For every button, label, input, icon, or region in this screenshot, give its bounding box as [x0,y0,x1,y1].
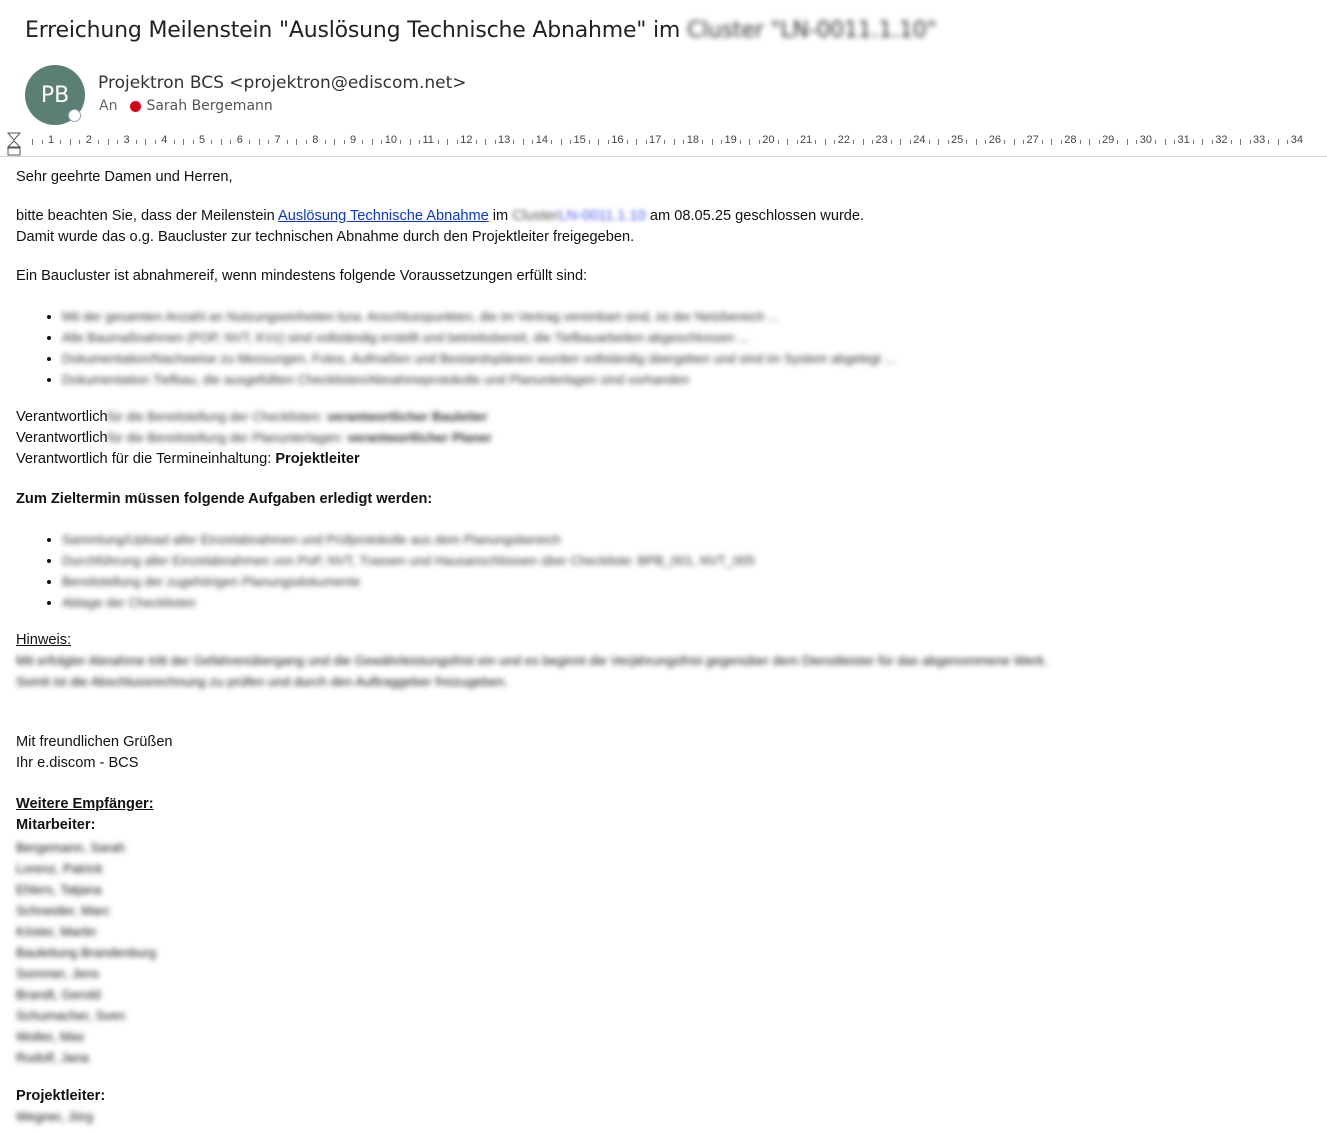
ruler-tick [155,140,156,144]
note-label: Hinweis: [16,632,72,648]
resp1-redacted: für die Bereitstellung der Checklisten: [107,409,324,424]
paragraph-milestone [16,208,864,224]
ruler-tick [778,140,779,144]
resp2-redacted: für die Bereitstellung der Planunterlagen: [107,430,344,445]
ruler-tick [296,139,297,145]
ruler-number: 21 [800,134,813,146]
ruler-number: 22 [837,134,850,146]
list-item: Sommer, Jens [16,966,100,981]
ruler-number: 2 [85,134,92,146]
resp2-prefix: Verantwortlich [16,430,108,446]
ruler-tick [1174,140,1175,144]
ruler-number: 15 [573,134,586,146]
list-item: • Mit der gesamten Anzahl an Nutzungseinheiten bzw. Anschlusspunkten, die im Vertrag vereinbart sind, ist der Netzbereich ... [62,306,895,327]
ruler[interactable] [0,128,1327,157]
list-item: • Dokumentation/Nachweise zu Messungen, Fotos, Aufmaßen und Bestandsplänen wurden vollständig übergeben und sind im System abgelegt ... [62,348,895,369]
ruler-tick [853,140,854,144]
busy-presence-icon [130,101,141,112]
ruler-tick [608,140,609,144]
ruler-tick [400,140,401,144]
ruler-tick [249,140,250,144]
list-item: • Ablage der Checklisten [62,592,755,613]
ruler-tick [221,139,222,145]
closing-greeting: Mit freundlichen Grüßen [16,734,173,750]
ruler-tick [476,140,477,144]
ruler-tick [1004,140,1005,144]
ruler-tick [42,140,43,144]
avatar-initials: PB [40,82,70,108]
list-item: • Durchführung aller Einzelabnahmen von PoP, NVT, Trassen und Hausanschlüssen über Checkliste: BPB_001, NVT_005 [62,550,755,571]
ruler-tick [1014,139,1015,145]
note-line-1: Mit erfolgter Abnahme tritt der Gefahrenübergang und die Gewährleistungsfrist ein und es beginnt die Verjährungsfrist gegenüber dem Dienstleister für das abgenommene Werk. [16,653,1048,668]
ruler-tick [721,140,722,144]
ruler-tick [1023,140,1024,144]
ruler-tick [145,139,146,145]
list-item: Ehlers, Tatjana [16,882,102,897]
ruler-tick [1287,140,1288,144]
ruler-tick [1231,140,1232,144]
ruler-tick [966,140,967,144]
list-item: Wolter, Max [16,1029,85,1044]
recipient-row [99,98,273,114]
ruler-number: 31 [1177,134,1190,146]
recipient-name[interactable]: Sarah Bergemann [146,98,273,114]
ruler-tick [551,140,552,144]
resp2-role-redacted: verantwortlicher Planer [347,430,492,445]
ruler-tick [740,140,741,144]
ruler-tick [419,140,420,144]
ruler-tick [759,140,760,144]
ruler-tick [532,140,533,144]
ruler-tick [1117,140,1118,144]
ruler-tick [1278,139,1279,145]
ruler-number: 12 [460,134,473,146]
list-item: Schumacher, Sven [16,1008,126,1023]
ruler-tick [1051,139,1052,145]
ruler-tick [381,140,382,144]
list-item: Schneider, Marc [16,903,110,918]
ruler-tick [948,140,949,144]
ruler-tick [325,140,326,144]
ruler-tick [334,139,335,145]
project-lead-name: Wegner, Jörg [16,1109,94,1124]
ruler-tick [636,139,637,145]
milestone-link[interactable]: Auslösung Technische Abnahme [278,208,489,224]
ruler-number: 5 [199,134,206,146]
ruler-tick [183,139,184,145]
ruler-tick [457,140,458,144]
ruler-tick [372,139,373,145]
ruler-number: 16 [611,134,624,146]
ruler-tick [863,139,864,145]
ruler-number: 27 [1026,134,1039,146]
paragraph-conditions-intro: Ein Baucluster ist abnahmereif, wenn mindestens folgende Voraussetzungen erfüllt sind: [16,268,588,284]
ruler-tick [825,139,826,145]
ruler-tick [136,140,137,144]
list-item: • Bereitstellung der zugehörigen Planungsdokumente [62,571,755,592]
responsible-plans [16,430,492,446]
resp3-role: Projektleiter [275,451,360,467]
ruler-number: 33 [1253,134,1266,146]
ruler-tick [287,140,288,144]
ruler-tick [79,140,80,144]
ruler-number: 30 [1139,134,1152,146]
list-item: Rudolf, Jana [16,1050,89,1065]
ruler-tick [797,140,798,144]
ruler-tick [598,139,599,145]
ruler-tick [513,140,514,144]
ruler-number: 18 [686,134,699,146]
ruler-tick [1089,139,1090,145]
ruler-number: 14 [535,134,548,146]
ruler-tick [1155,140,1156,144]
ruler-tick [1193,140,1194,144]
ruler-tick [108,139,109,145]
ruler-tick [344,140,345,144]
ruler-tick [929,140,930,144]
subject-text: Erreichung Meilenstein "Auslösung Technische Abnahme" im [25,18,681,43]
ruler-tick [447,139,448,145]
responsible-checklists [16,409,487,425]
ruler-tick [1212,140,1213,144]
ruler-number: 28 [1064,134,1077,146]
ruler-tick [570,140,571,144]
closing-signature: Ihr e.discom - BCS [16,755,139,771]
ruler-tick [910,140,911,144]
ruler-tick [976,139,977,145]
ruler-number: 19 [724,134,737,146]
note-line-2: Somit ist die Abschlussrechnung zu prüfen und durch den Auftraggeber freizugeben. [16,674,508,689]
p1-text-c: am 08.05.25 geschlossen wurde. [649,208,865,224]
tasks-list [16,529,755,613]
resp1-prefix: Verantwortlich [16,409,108,425]
ruler-tick [834,140,835,144]
staff-list [16,837,156,1068]
ruler-number: 24 [913,134,926,146]
ruler-tick [815,140,816,144]
ruler-number: 17 [649,134,662,146]
more-recipients-heading: Weitere Empfänger: [16,796,154,812]
project-lead-label: Projektleiter: [16,1088,106,1104]
list-item: Köster, Martin [16,924,97,939]
to-label: An [99,98,118,114]
cluster-redacted: Cluster [512,208,559,224]
ruler-tick [1250,140,1251,144]
ruler-tick [193,140,194,144]
ruler-tick [495,140,496,144]
ruler-tick [938,139,939,145]
ruler-tick [523,139,524,145]
ruler-tick [1042,140,1043,144]
subject-cluster-redacted: Cluster "LN-0011.1.10" [686,18,937,43]
ruler-tick [485,139,486,145]
cluster-link-redacted[interactable]: LN-0011.1.10 [558,208,646,224]
ruler-tick [438,140,439,144]
ruler-tick [1136,140,1137,144]
ruler-tick [900,139,901,145]
ruler-tick [306,140,307,144]
ruler-number: 9 [350,134,357,146]
ruler-tick [787,139,788,145]
ruler-tick [561,139,562,145]
ruler-tick [683,140,684,144]
presence-status-icon [68,109,81,122]
ruler-number: 7 [274,134,281,146]
list-item: • Sammlung/Upload aller Einzelabnahmen und Prüfprotokolle aus dem Planungsbereich [62,529,755,550]
ruler-tick [872,140,873,144]
ruler-tick [211,140,212,144]
ruler-number: 3 [123,134,130,146]
tasks-heading: Zum Zieltermin müssen folgende Aufgaben erledigt werden: [16,491,433,507]
ruler-tick [627,140,628,144]
ruler-tick [268,140,269,144]
ruler-tick [702,140,703,144]
ruler-number: 4 [161,134,168,146]
ruler-tick [664,140,665,144]
p1-text-a: bitte beachten Sie, dass der Meilenstein [16,208,275,224]
ruler-tick [1202,139,1203,145]
list-item: • Alle Baumaßnahmen (POP, NVT, KVz) sind vollständig erstellt und betriebsbereit, die Tiefbauarbeiten abgeschlossen ... [62,327,895,348]
ruler-tick [70,139,71,145]
ruler-number: 11 [422,134,434,146]
ruler-tick [98,140,99,144]
ruler-number: 13 [498,134,511,146]
ruler-tick [117,140,118,144]
ruler-tick [1127,139,1128,145]
ruler-tick [60,140,61,144]
greeting: Sehr geehrte Damen und Herren, [16,169,233,185]
conditions-list [16,306,895,390]
paragraph-released: Damit wurde das o.g. Baucluster zur technischen Abnahme durch den Projektleiter freigegeben. [16,229,635,245]
ruler-tick [259,139,260,145]
ruler-number: 10 [384,134,397,146]
ruler-tick [891,140,892,144]
resp1-role-redacted: verantwortlicher Bauleiter [327,409,488,424]
ruler-number: 34 [1290,134,1303,146]
ruler-number: 1 [48,134,55,146]
list-item: Lorenz, Patrick [16,861,103,876]
sender-address[interactable]: Projektron BCS <projektron@ediscom.net> [98,73,467,93]
ruler-tick [646,140,647,144]
ruler-number: 8 [312,134,319,146]
ruler-tick [174,140,175,144]
ruler-number: 20 [762,134,775,146]
ruler-number: 29 [1102,134,1115,146]
email-subject [25,18,937,43]
list-item: Bergemann, Sarah [16,840,126,855]
ruler-tick [674,139,675,145]
ruler-number: 6 [236,134,243,146]
p1-text-b: im [492,208,509,224]
ruler-tick [1165,139,1166,145]
ruler-number: 32 [1215,134,1228,146]
ruler-tick [1268,140,1269,144]
ruler-tick [1240,139,1241,145]
staff-label: Mitarbeiter: [16,817,96,833]
ruler-tick [589,140,590,144]
ruler-number: 25 [951,134,964,146]
responsible-deadline [16,451,360,467]
ruler-tick [362,140,363,144]
ruler-number: 23 [875,134,888,146]
ruler-tick [1099,140,1100,144]
ruler-tick [230,140,231,144]
ruler-scale [0,134,1327,150]
ruler-number: 26 [988,134,1001,146]
ruler-tick [32,139,33,145]
list-item: • Dokumentation Tiefbau, die ausgefüllten Checklisten/Abnahmeprotokolle und Planunterlagen sind vorhanden [62,369,895,390]
ruler-tick [985,140,986,144]
ruler-tick [712,139,713,145]
resp3-text: Verantwortlich für die Termineinhaltung: [16,451,272,467]
list-item: Brandt, Gerold [16,987,101,1002]
ruler-tick [749,139,750,145]
ruler-tick [1080,140,1081,144]
ruler-tick [1061,140,1062,144]
ruler-tick [410,139,411,145]
list-item: Bauleitung Brandenburg [16,945,157,960]
